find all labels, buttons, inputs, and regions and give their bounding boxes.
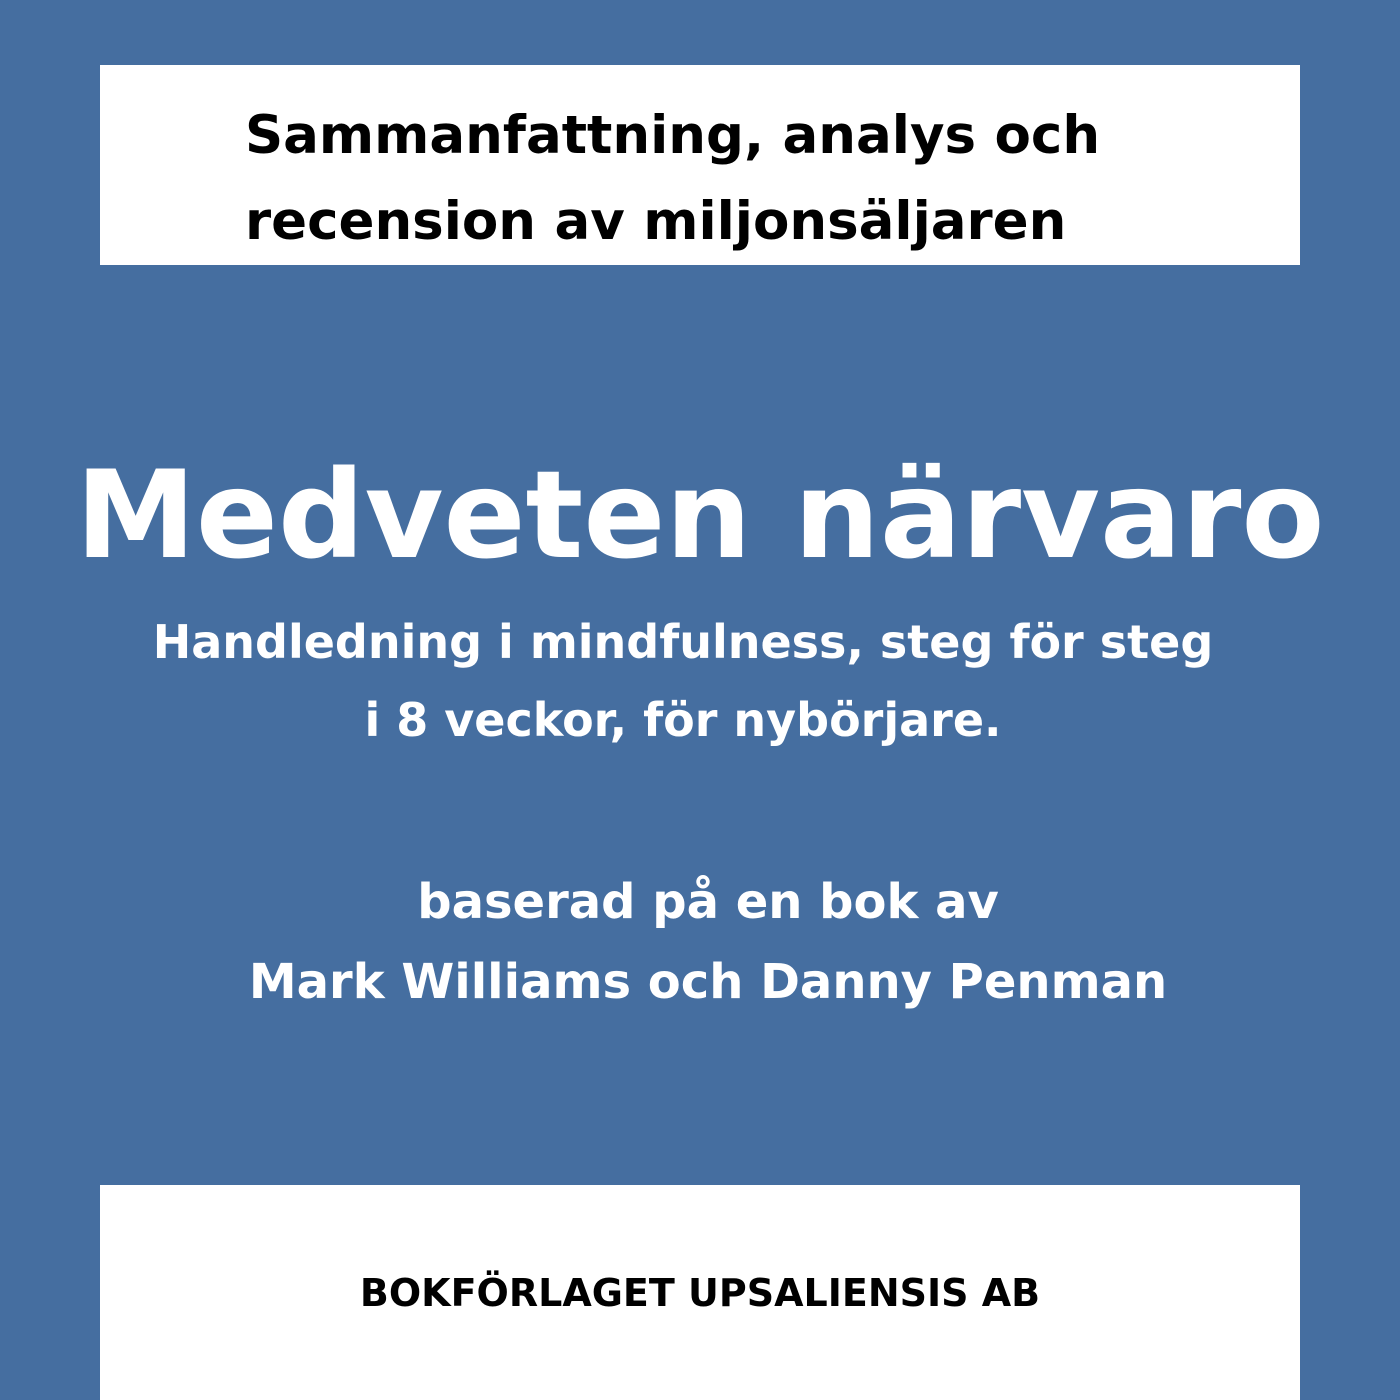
book-title: Medveten närvaro	[75, 445, 1325, 586]
header-line-2: recension av miljonsäljaren	[245, 191, 1067, 252]
publisher-name: BOKFÖRLAGET UPSALIENSIS AB	[359, 1271, 1041, 1315]
header-line-1: Sammanfattning, analys och	[245, 105, 1101, 166]
author-byline	[0, 862, 1400, 1022]
publisher-box	[100, 1185, 1300, 1400]
book-subtitle	[0, 603, 1366, 759]
header-box	[100, 65, 1300, 265]
subtitle-line-1: Handledning i mindfulness, steg för steg	[152, 615, 1214, 669]
byline-authors: Mark Williams och Danny Penman	[248, 954, 1168, 1010]
subtitle-line-2: i 8 veckor, för nybörjare.	[364, 693, 1002, 747]
byline-line-1: baserad på en bok av	[417, 874, 999, 930]
